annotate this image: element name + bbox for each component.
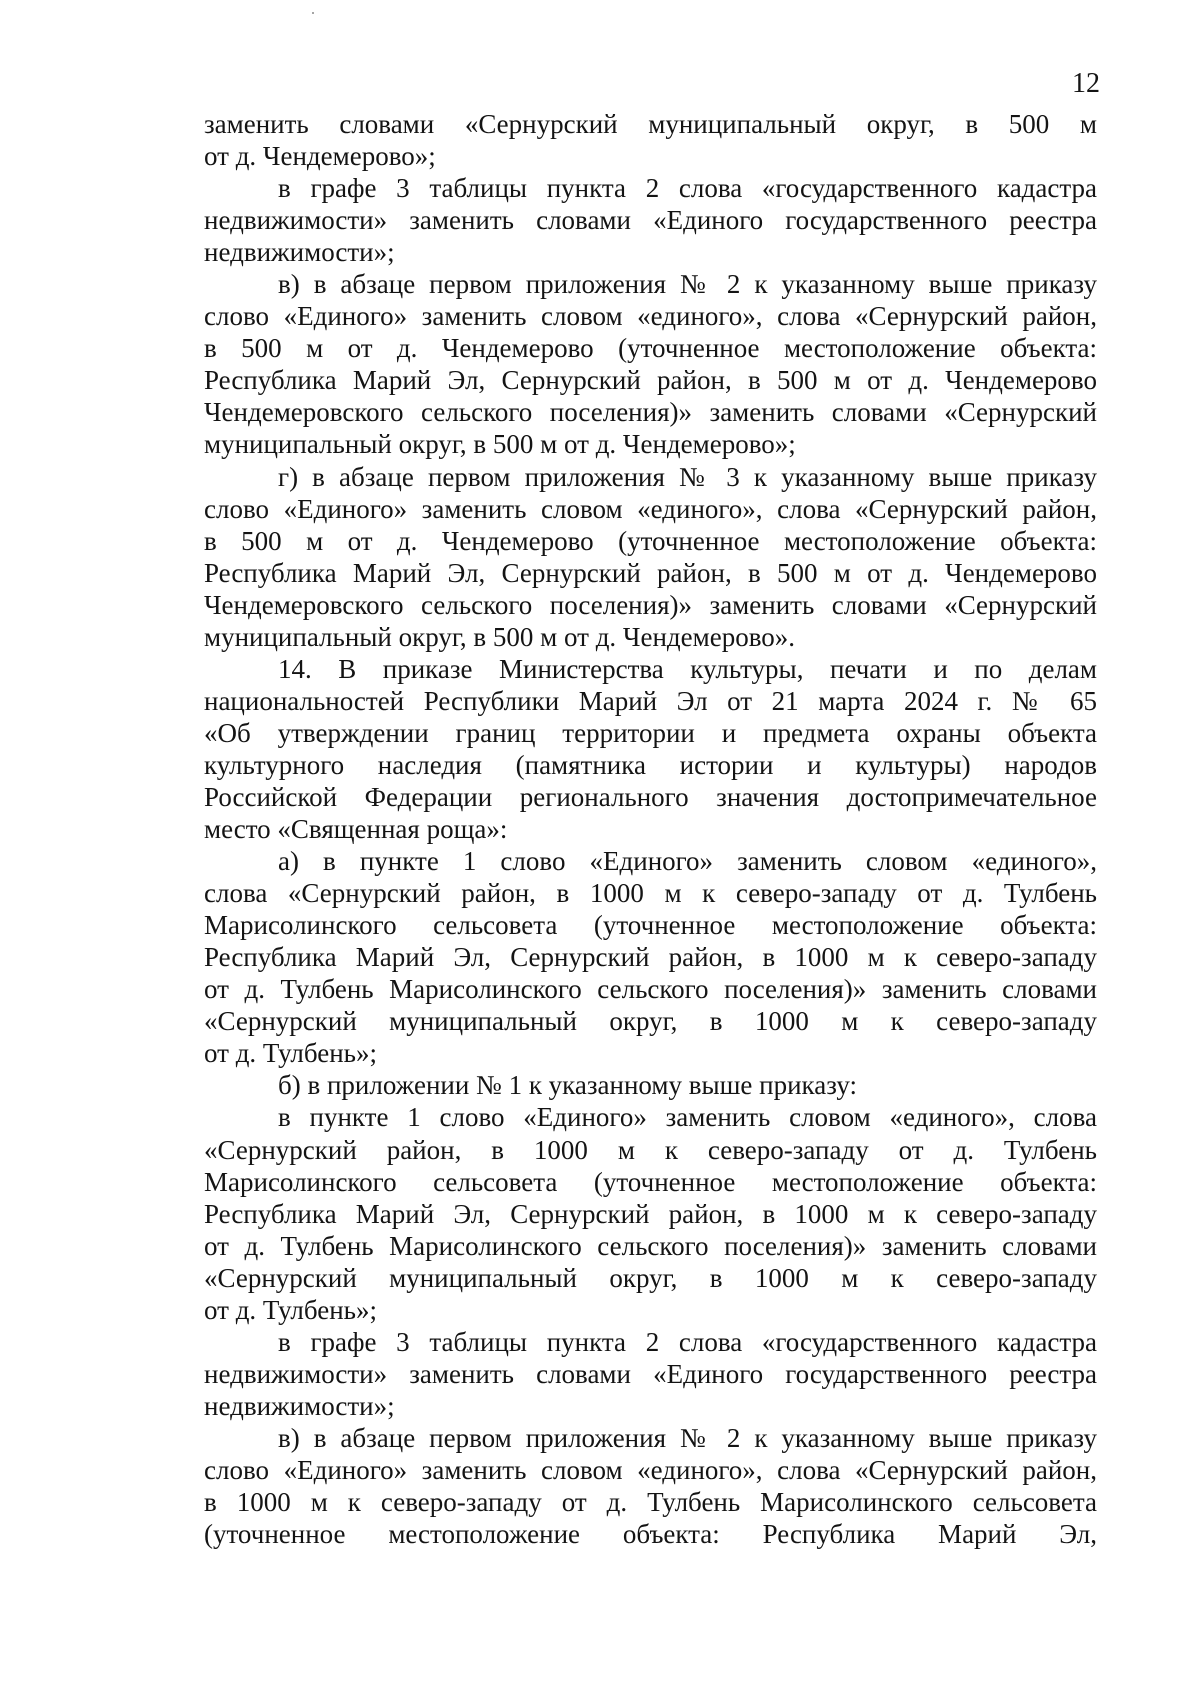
text-line: от д. Чендемерово»; bbox=[204, 141, 436, 172]
text-line: в 1000 м к северо-западу от д. Тулбень Марисолинского сельсовета bbox=[204, 1487, 1097, 1518]
text-line: Марисолинского сельсовета (уточненное местоположение объекта: bbox=[204, 910, 1097, 941]
text-line: г) в абзаце первом приложения № 3 к указанному выше приказу bbox=[278, 461, 1097, 492]
text-line: муниципальный округ, в 500 м от д. Чендемерово»; bbox=[204, 429, 796, 460]
text-line: национальностей Республики Марий Эл от 21 марта 2024 г. № 65 bbox=[204, 685, 1097, 716]
text-line: недвижимости»; bbox=[204, 237, 395, 268]
text-line: от д. Тулбень Марисолинского сельского поселения)» заменить словами bbox=[204, 1230, 1097, 1261]
text-line: Российской Федерации регионального значения достопримечательное bbox=[204, 781, 1097, 812]
text-line: «Об утверждении границ территории и предмета охраны объекта bbox=[204, 717, 1097, 748]
text-line: от д. Тулбень»; bbox=[204, 1038, 377, 1069]
text-line: «Сернурский район, в 1000 м к северо-западу от д. Тулбень bbox=[204, 1134, 1097, 1165]
document-body bbox=[204, 108, 1097, 1550]
text-line: недвижимости» заменить словами «Единого государственного реестра bbox=[204, 205, 1097, 236]
text-line: 14. В приказе Министерства культуры, печати и по делам bbox=[278, 653, 1097, 684]
text-line: от д. Тулбень Марисолинского сельского поселения)» заменить словами bbox=[204, 974, 1097, 1005]
text-line: слово «Единого» заменить словом «единого», слова «Сернурский район, bbox=[204, 493, 1097, 524]
text-line: Чендемеровского сельского поселения)» заменить словами «Сернурский bbox=[204, 589, 1097, 620]
text-line: Республика Марий Эл, Сернурский район, в 500 м от д. Чендемерово bbox=[204, 557, 1097, 588]
text-line: Марисолинского сельсовета (уточненное местоположение объекта: bbox=[204, 1166, 1097, 1197]
text-line: Чендемеровского сельского поселения)» заменить словами «Сернурский bbox=[204, 397, 1097, 428]
text-line: в графе 3 таблицы пункта 2 слова «государственного кадастра bbox=[278, 1326, 1097, 1357]
text-line: Республика Марий Эл, Сернурский район, в 1000 м к северо-западу bbox=[204, 1198, 1097, 1229]
text-line: «Сернурский муниципальный округ, в 1000 м к северо-западу bbox=[204, 1262, 1097, 1293]
page-number: 12 bbox=[1072, 68, 1100, 99]
text-line: Республика Марий Эл, Сернурский район, в 500 м от д. Чендемерово bbox=[204, 365, 1097, 396]
text-line: в) в абзаце первом приложения № 2 к указанному выше приказу bbox=[278, 269, 1097, 300]
text-line: недвижимости»; bbox=[204, 1390, 395, 1421]
scan-speck bbox=[312, 12, 314, 14]
text-line: слова «Сернурский район, в 1000 м к северо-западу от д. Тулбень bbox=[204, 878, 1097, 909]
text-line: (уточненное местоположение объекта: Республика Марий Эл, bbox=[204, 1519, 1097, 1550]
text-line: в графе 3 таблицы пункта 2 слова «государственного кадастра bbox=[278, 173, 1097, 204]
text-line: слово «Единого» заменить словом «единого», слова «Сернурский район, bbox=[204, 1454, 1097, 1485]
text-line: место «Священная роща»: bbox=[204, 814, 508, 845]
text-line: заменить словами «Сернурский муниципальный округ, в 500 м bbox=[204, 109, 1097, 139]
text-line: Республика Марий Эл, Сернурский район, в 1000 м к северо-западу bbox=[204, 942, 1097, 973]
text-line: недвижимости» заменить словами «Единого государственного реестра bbox=[204, 1358, 1097, 1389]
text-line: в) в абзаце первом приложения № 2 к указанному выше приказу bbox=[278, 1422, 1097, 1453]
text-line: в 500 м от д. Чендемерово (уточненное местоположение объекта: bbox=[204, 333, 1097, 364]
text-line: в пункте 1 слово «Единого» заменить словом «единого», слова bbox=[278, 1102, 1097, 1133]
text-line: «Сернурский муниципальный округ, в 1000 м к северо-западу bbox=[204, 1006, 1097, 1037]
text-line: культурного наследия (памятника истории и культуры) народов bbox=[204, 749, 1097, 780]
text-line: муниципальный округ, в 500 м от д. Чендемерово». bbox=[204, 621, 796, 652]
text-line: в 500 м от д. Чендемерово (уточненное местоположение объекта: bbox=[204, 525, 1097, 556]
text-line: слово «Единого» заменить словом «единого», слова «Сернурский район, bbox=[204, 301, 1097, 332]
text-line: б) в приложении № 1 к указанному выше приказу: bbox=[278, 1070, 857, 1101]
text-line: от д. Тулбень»; bbox=[204, 1294, 377, 1325]
text-line: а) в пункте 1 слово «Единого» заменить словом «единого», bbox=[278, 846, 1097, 877]
